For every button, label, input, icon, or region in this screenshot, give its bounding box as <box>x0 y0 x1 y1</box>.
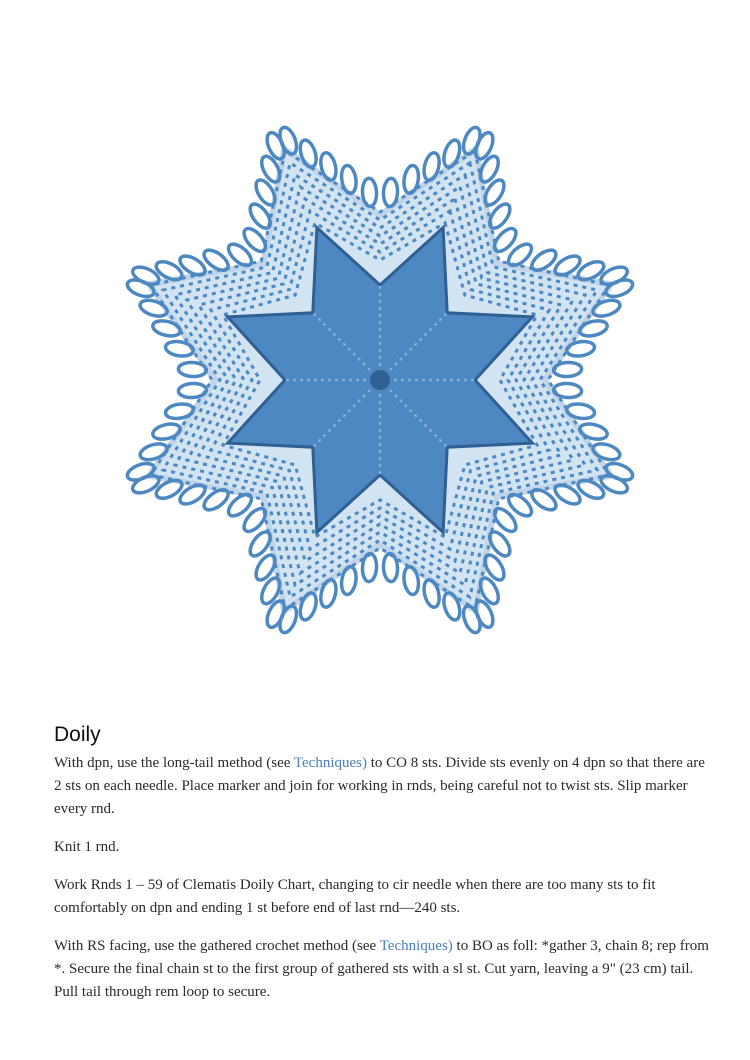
page-title: Doily <box>54 723 101 746</box>
paragraph-text: With dpn, use the long-tail method (see <box>54 755 294 771</box>
paragraph-text: With RS facing, use the gathered crochet method (see <box>54 938 380 954</box>
picot-loop <box>553 383 582 399</box>
center-knot <box>370 370 390 390</box>
picot-loop <box>553 362 582 378</box>
instructions-body <box>54 752 714 1019</box>
picot-loop <box>178 362 207 378</box>
paragraph-text: to BO as foll: *gather 3, chain 8; rep from *. Secure the final chain st to the first group of gathered sts with a sl st. Cut yarn, leaving a 9" (23 cm) tail. Pull tail through rem loop to secure. <box>54 938 709 1000</box>
picot-loop <box>460 604 483 635</box>
paragraph-knit-round: Knit 1 rnd. <box>54 839 120 855</box>
picot-loop <box>277 125 300 156</box>
doily-photo <box>80 80 680 680</box>
doily-illustration <box>80 80 680 680</box>
paragraph-cast-on <box>54 752 714 821</box>
picot-loop <box>178 383 207 399</box>
techniques-link[interactable]: Techniques) <box>293 755 367 771</box>
paragraph-text: to CO 8 sts. Divide sts evenly on 4 dpn so that there are 2 sts on each needle. Place marker and join for working in rnds, being careful not to twist sts. Slip marker every rnd. <box>54 755 705 817</box>
picot-loop <box>383 553 399 582</box>
picot-loop <box>383 178 399 207</box>
paragraph-chart-rounds: Work Rnds 1 – 59 of Clematis Doily Chart, changing to cir needle when there are too many sts to fit comfortably on dpn and ending 1 st before end of last rnd—240 sts. <box>54 877 656 916</box>
picot-loop <box>460 125 483 156</box>
picot-loop <box>362 178 378 207</box>
picot-loop <box>362 553 378 582</box>
paragraph-bind-off <box>54 935 714 1004</box>
techniques-link[interactable]: Techniques) <box>379 938 453 954</box>
picot-loop <box>125 460 156 483</box>
picot-loop <box>604 277 635 300</box>
